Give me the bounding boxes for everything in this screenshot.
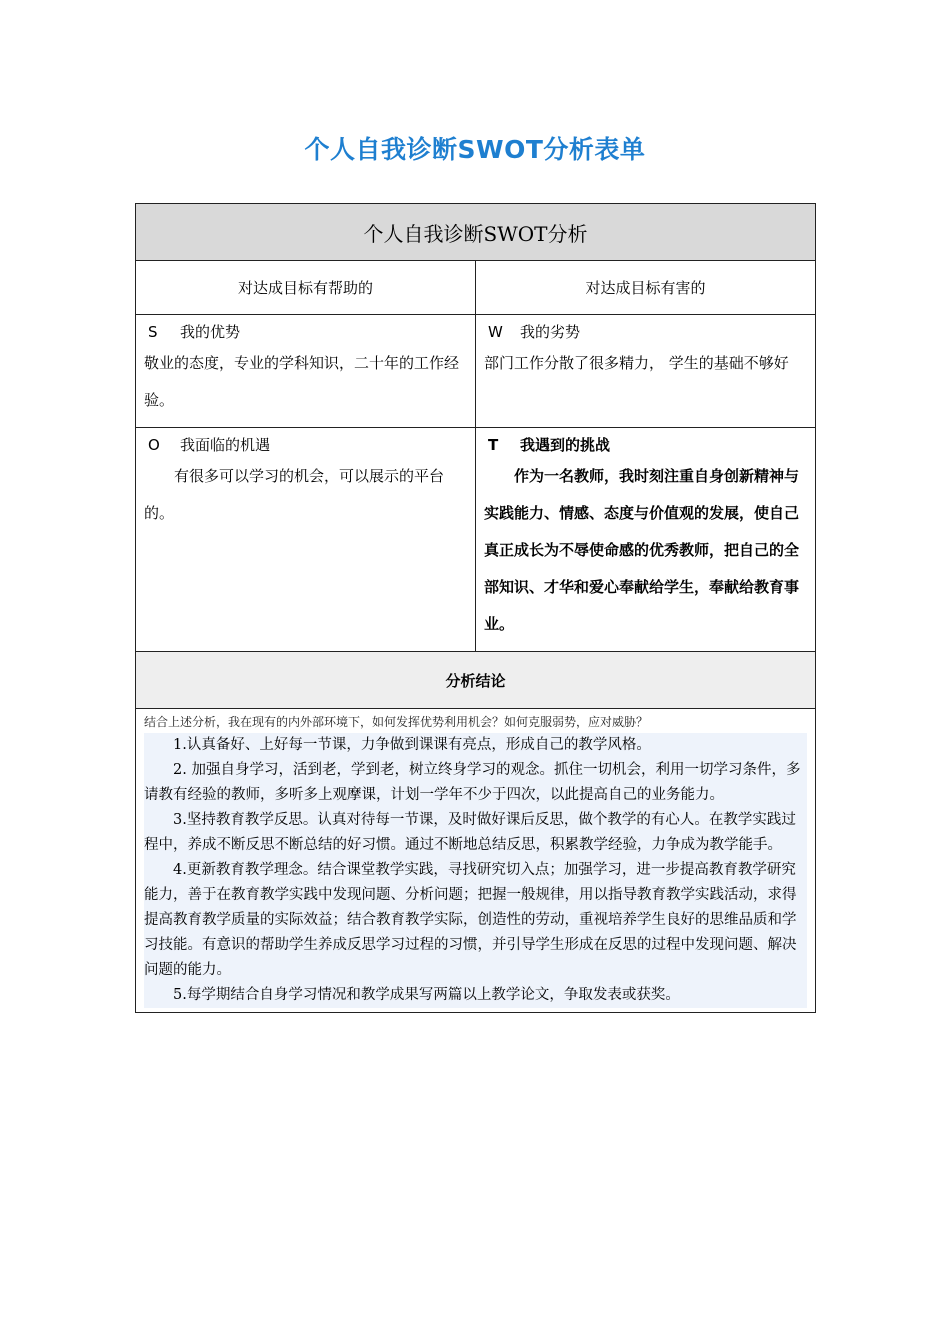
helpful-column-header: 对达成目标有帮助的 [136,261,476,315]
swot-header-row [136,204,816,261]
conclusion-cell [136,709,816,1013]
opportunities-heading [144,432,469,458]
weaknesses-letter: W [488,323,503,341]
opportunities-cell [136,428,476,652]
weaknesses-text: 部门工作分散了很多精力， 学生的基础不够好 [484,354,789,372]
conclusion-header: 分析结论 [136,652,816,709]
weaknesses-label: 我的劣势 [520,323,581,341]
threats-label: 我遇到的挑战 [520,436,611,454]
column-header-row [136,261,816,315]
conclusion-header-row [136,652,816,709]
strengths-cell [136,315,476,428]
conclusion-item: 2. 加强自身学习，活到老，学到老，树立终身学习的观念。抓住一切机会，利用一切学习条件，多请教有经验的教师，多听多上观摩课，计划一学年不少于四次，以此提高自己的业务能力。 [144,762,801,803]
conclusion-intro: 结合上述分析，我在现有的内外部环境下，如何发挥优势利用机会？如何克服弱势，应对威胁？ [144,715,649,729]
conclusion-item: 3.坚持教育教学反思。认真对待每一节课，及时做好课后反思，做个教学的有心人。在教学实践过程中，养成不断反思不断总结的好习惯。通过不断地总结反思，积累教学经验，力争成为教学能手。 [144,812,796,853]
swot-table-header: 个人自我诊断SWOT分析 [136,204,816,261]
conclusion-list [144,733,807,1008]
ot-row [136,428,816,652]
strengths-letter: S [148,323,158,341]
strengths-text: 敬业的态度，专业的学科知识，二十年的工作经验。 [144,354,460,409]
threats-letter: T [488,436,499,454]
weaknesses-cell [476,315,816,428]
conclusion-item: 1.认真备好、上好每一节课，力争做到课课有亮点，形成自己的教学风格。 [173,737,651,753]
conclusion-item: 5.每学期结合自身学习情况和教学成果写两篇以上教学论文，争取发表或获奖。 [173,987,680,1003]
threats-text: 作为一名教师，我时刻注重自身创新精神与实践能力、情感、态度与价值观的发展，使自己真正成长为不辱使命感的优秀教师，把自己的全部知识、才华和爱心奉献给学生，奉献给教育事业。 [484,467,800,633]
conclusion-item: 4.更新教育教学理念。结合课堂教学实践，寻找研究切入点；加强学习，进一步提高教育教学研究能力，善于在教育教学实践中发现问题、分析问题；把握一般规律，用以指导教育教学实践活动，求得提高教育教学质量的实际效益；结合教育教学实际，创造性的劳动，重视培养学生良好的思维品质和学习技能。有意识的帮助学生养成反思学习过程的习惯，并引导学生形成在反思的过程中发现问题、解决问题的能力。 [144,862,797,978]
strengths-heading [144,319,469,345]
weaknesses-heading [484,319,809,345]
document-title: 个人自我诊断SWOT分析表单 [304,135,646,164]
threats-cell [476,428,816,652]
opportunities-letter: O [148,436,160,454]
conclusion-row [136,709,816,1013]
sw-row [136,315,816,428]
threats-heading [484,432,809,458]
harmful-column-header: 对达成目标有害的 [476,261,816,315]
strengths-label: 我的优势 [180,323,241,341]
opportunities-label: 我面临的机遇 [180,436,271,454]
swot-table [135,203,816,1013]
opportunities-text: 有很多可以学习的机会，可以展示的平台的。 [144,467,445,522]
